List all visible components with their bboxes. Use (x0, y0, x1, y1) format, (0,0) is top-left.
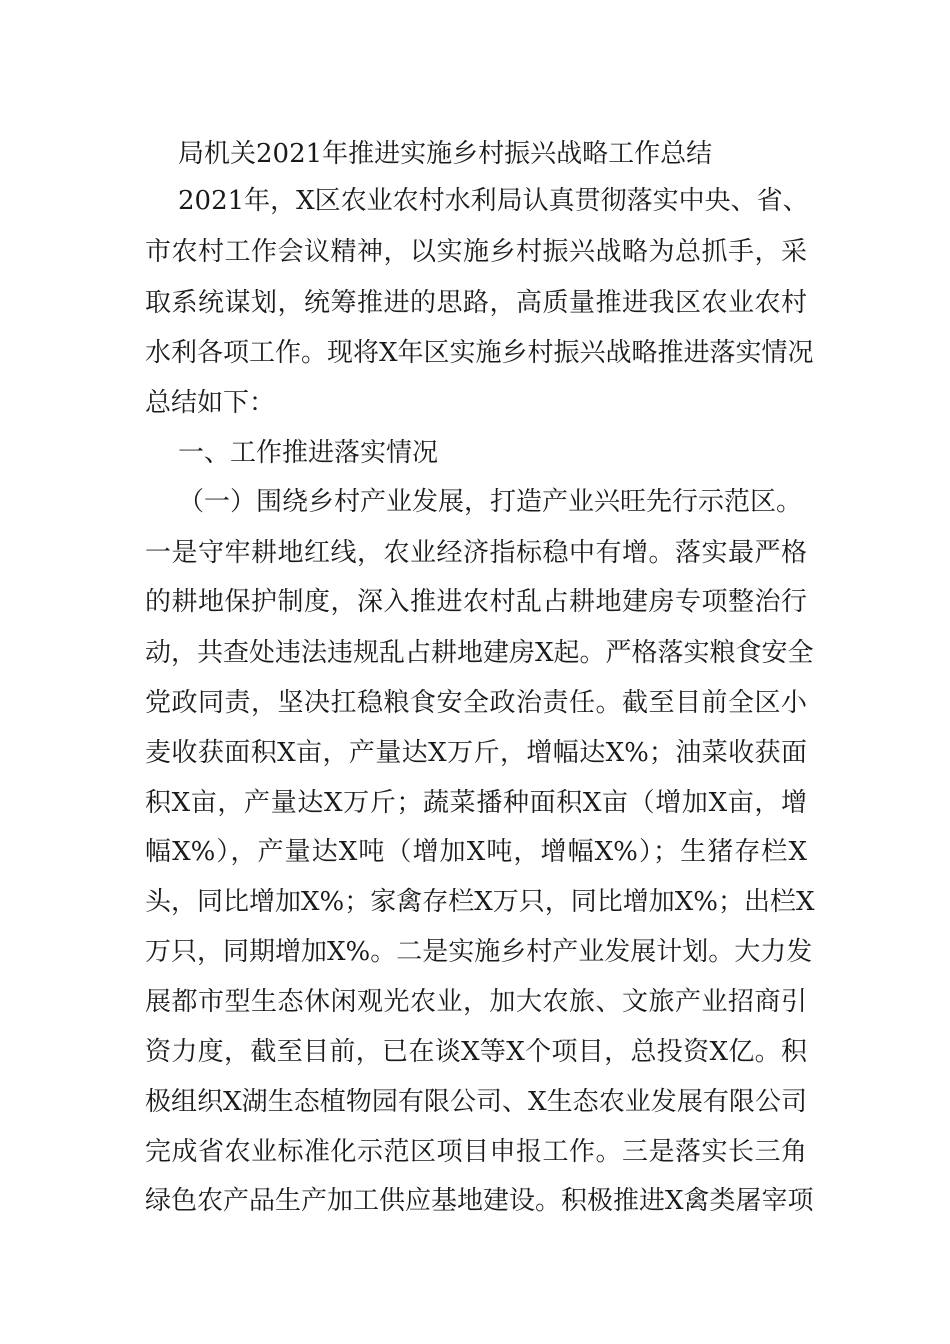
paragraph-line: 取系统谋划，统筹推进的思路，高质量推进我区农业农村 (145, 288, 807, 318)
document-title: 局机关2021年推进实施乡村振兴战略工作总结 (178, 139, 713, 169)
paragraph-line: 麦收获面积X亩，产量达X万斤，增幅达X%；油菜收获面 (145, 738, 807, 768)
paragraph-line: 幅X%），产量达X吨（增加X吨，增幅X%）；生猪存栏X (145, 837, 807, 867)
paragraph-line: 头，同比增加X%；家禽存栏X万只，同比增加X%；出栏X (145, 887, 815, 917)
paragraph-line: 积X亩，产量达X万斤；蔬菜播种面积X亩（增加X亩，增 (145, 788, 807, 818)
paragraph-line: 绿色农产品生产加工供应基地建设。积极推进X禽类屠宰项 (145, 1186, 814, 1216)
paragraph-line: 党政同责，坚决扛稳粮食安全政治责任。截至目前全区小 (145, 688, 807, 718)
paragraph-line: 一是守牢耕地红线，农业经济指标稳中有增。落实最严格 (145, 538, 807, 568)
paragraph-line: 的耕地保护制度，深入推进农村乱占耕地建房专项整治行 (145, 587, 807, 617)
paragraph-line: 总结如下： (145, 388, 276, 418)
section-heading: 一、工作推进落实情况 (178, 438, 439, 468)
paragraph-line: 水利各项工作。现将X年区实施乡村振兴战略推进落实情况 (145, 338, 814, 368)
paragraph-line: 万只，同期增加X%。二是实施乡村产业发展计划。大力发 (145, 937, 813, 967)
subsection-heading: （一）围绕乡村产业发展，打造产业兴旺先行示范区。 (178, 487, 803, 517)
paragraph-line: 市农村工作会议精神，以实施乡村振兴战略为总抓手，采 (145, 237, 807, 267)
paragraph-line: 资力度，截至目前，已在谈X等X个项目，总投资X亿。积 (145, 1037, 807, 1067)
paragraph-line: 完成省农业标准化示范区项目申报工作。三是落实长三角 (145, 1137, 807, 1167)
paragraph-line: 展都市型生态休闲观光农业，加大农旅、文旅产业招商引 (145, 987, 807, 1017)
paragraph-line: 动，共查处违法违规乱占耕地建房X起。严格落实粮食安全 (145, 638, 814, 668)
paragraph-line: 2021年，X区农业农村水利局认真贯彻落实中央、省、 (178, 186, 809, 216)
paragraph-line: 极组织X湖生态植物园有限公司、X生态农业发展有限公司 (145, 1087, 807, 1117)
